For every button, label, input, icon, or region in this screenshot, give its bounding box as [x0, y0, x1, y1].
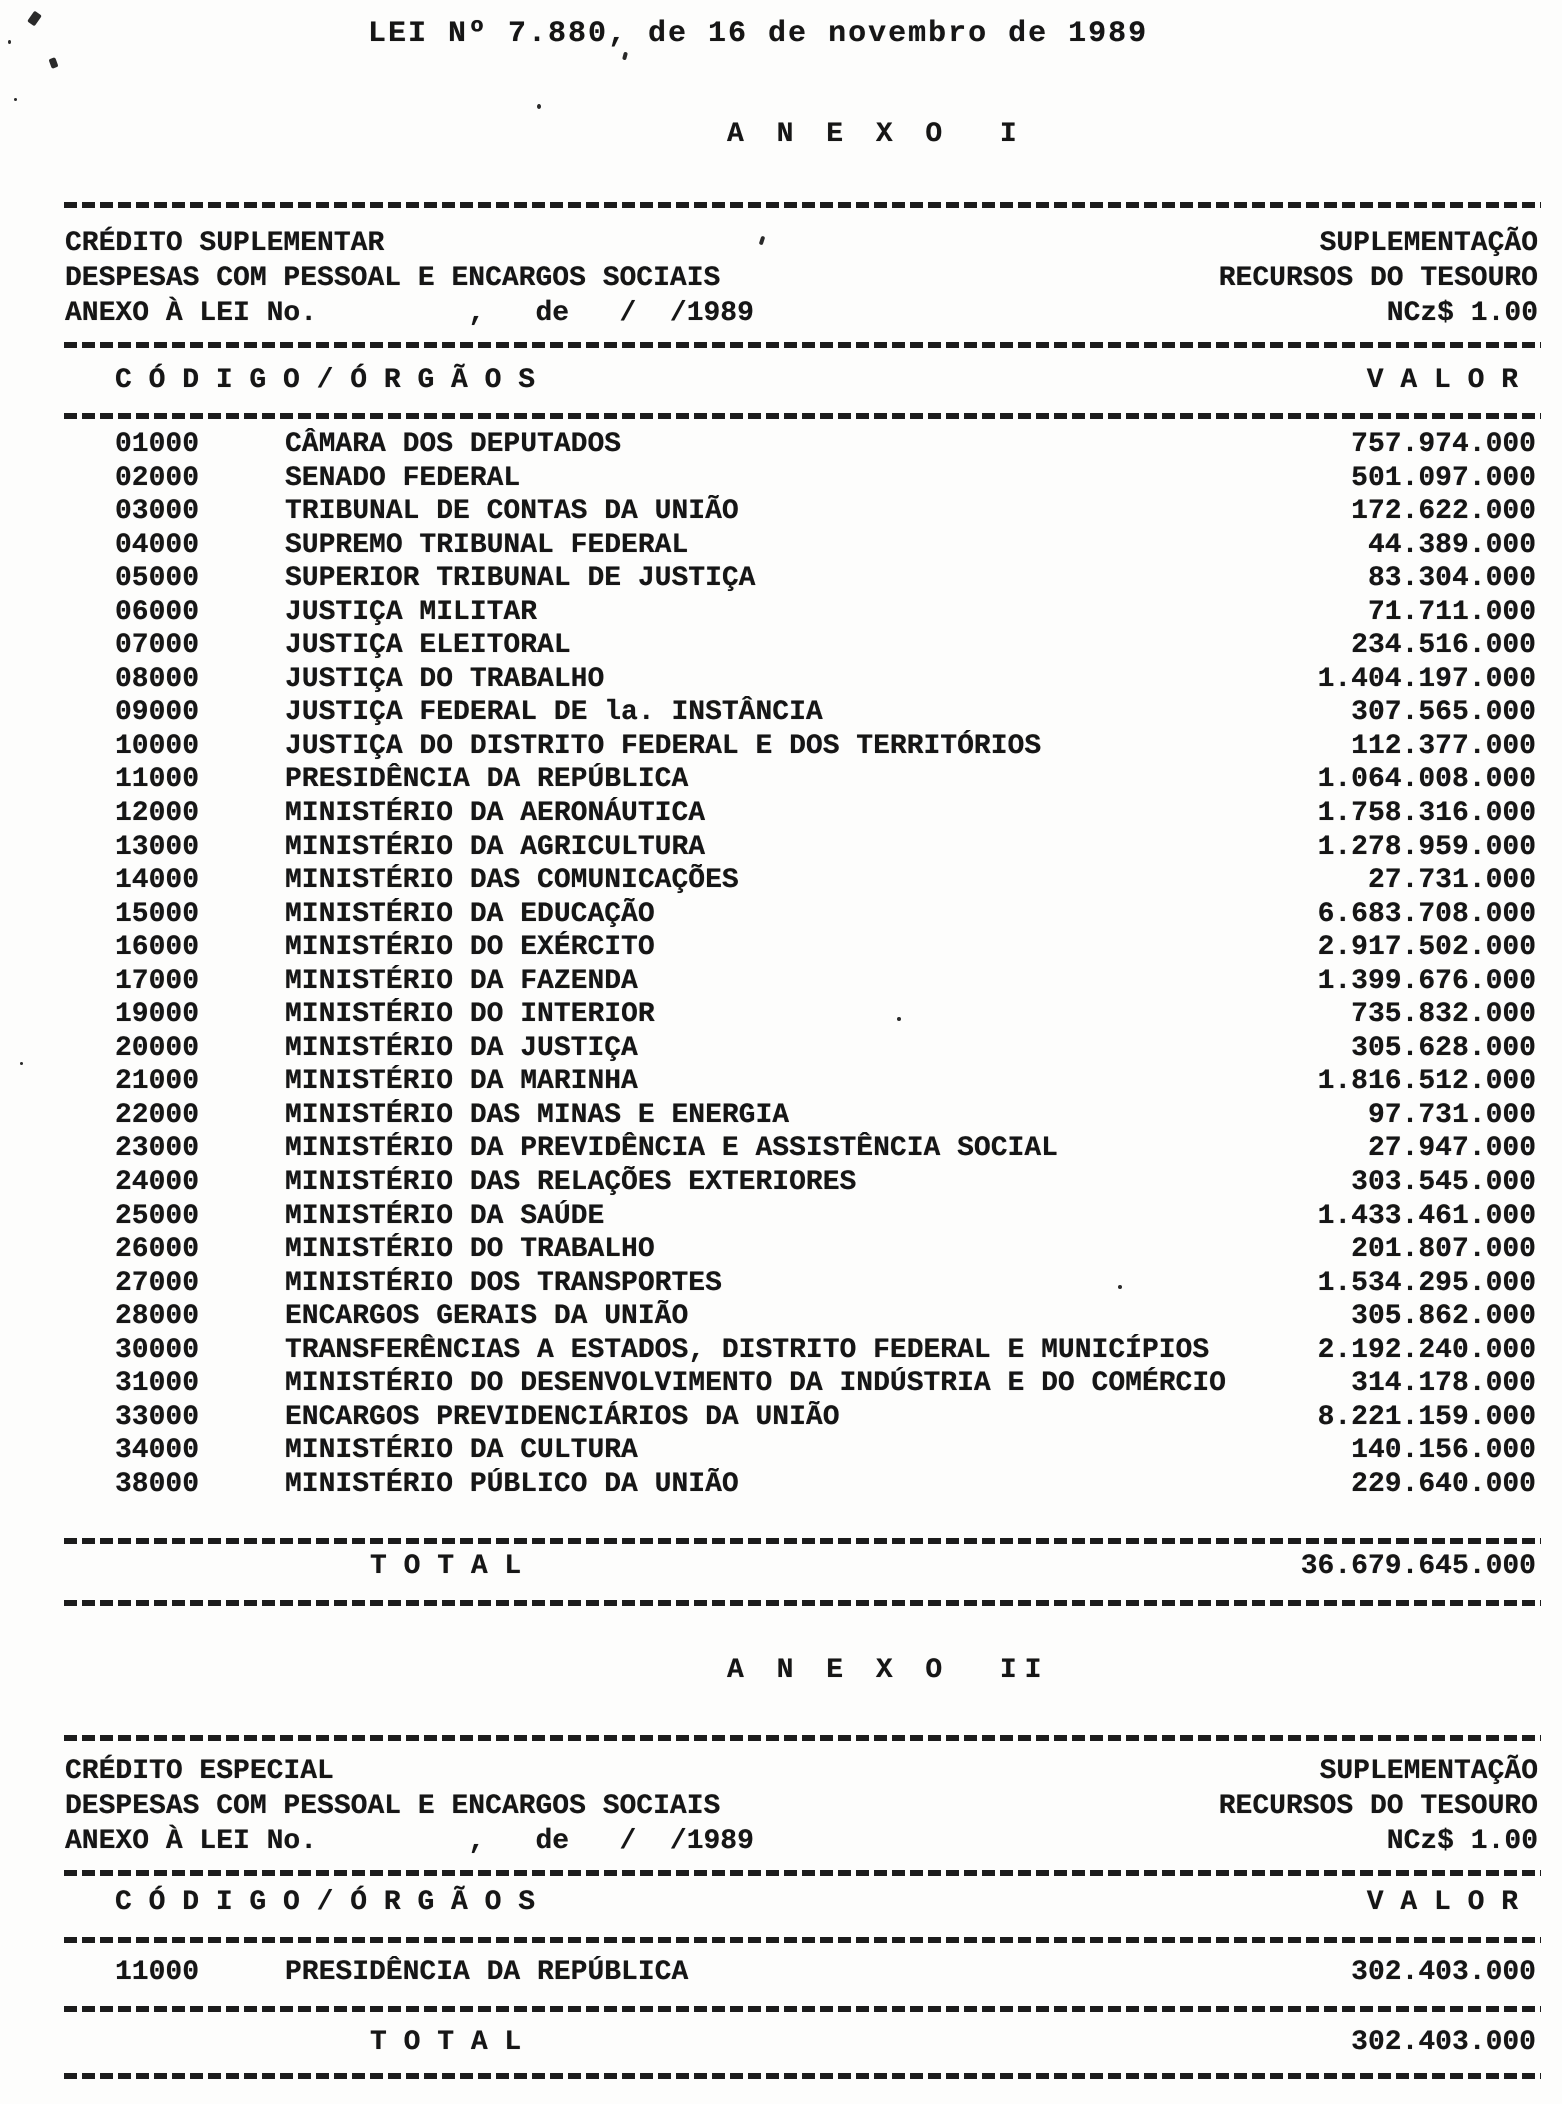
expense-category-label: DESPESAS COM PESSOAL E ENCARGOS SOCIAIS: [65, 263, 721, 294]
orgao-name: MINISTÉRIO DA EDUCAÇÃO: [285, 898, 655, 930]
orgao-name: PRESIDÊNCIA DA REPÚBLICA: [285, 764, 689, 796]
anexo1-header-left: [65, 226, 754, 331]
dashed-rule: [64, 2006, 1541, 2012]
orgao-value: 234.516.000: [1351, 630, 1536, 662]
orgao-name: MINISTÉRIO PÚBLICO DA UNIÃO: [285, 1468, 739, 1500]
orgao-name: PRESIDÊNCIA DA REPÚBLICA: [285, 1957, 689, 1988]
table-row: [65, 965, 1540, 999]
table-row: [65, 730, 1540, 764]
table-row: [65, 1166, 1540, 1200]
anexo2-column-headers: [65, 1886, 1540, 1920]
table-row: [65, 428, 1540, 462]
orgao-value: 140.156.000: [1351, 1435, 1536, 1467]
orgao-name: JUSTIÇA DO DISTRITO FEDERAL E DOS TERRITÓRIOS: [285, 730, 1042, 762]
table-row: [65, 797, 1540, 831]
orgao-name: SUPERIOR TRIBUNAL DE JUSTIÇA: [285, 563, 756, 595]
orgao-code: 33000: [115, 1401, 200, 1433]
orgao-name: MINISTÉRIO DA FAZENDA: [285, 965, 638, 997]
table-row: [65, 562, 1540, 596]
scan-artifact: [27, 11, 42, 27]
orgao-value: 1.404.197.000: [1317, 663, 1536, 695]
orgao-name: MINISTÉRIO DA JUSTIÇA: [285, 1032, 638, 1064]
orgao-code: 03000: [115, 496, 200, 528]
orgao-value: 112.377.000: [1351, 730, 1536, 762]
orgao-code: 11000: [115, 764, 200, 796]
orgao-code: 04000: [115, 529, 200, 561]
table-row: [65, 663, 1540, 697]
orgao-value: 302.403.000: [1351, 1957, 1536, 1988]
orgao-value: 1.278.959.000: [1317, 831, 1536, 863]
currency-unit-label: NCz$ 1.00: [1386, 1826, 1538, 1857]
orgao-name: MINISTÉRIO DA AERONÁUTICA: [285, 798, 706, 830]
anexo2-heading: A N E X O II: [727, 1655, 1050, 1686]
orgao-code: 19000: [115, 999, 200, 1031]
resource-source-label: RECURSOS DO TESOURO: [1218, 1791, 1538, 1822]
orgao-name: MINISTÉRIO DAS MINAS E ENERGIA: [285, 1099, 790, 1131]
resource-source-label: RECURSOS DO TESOURO: [1218, 263, 1538, 294]
scan-artifact: [14, 98, 17, 101]
anexo2-header-right: [1219, 1754, 1538, 1859]
dashed-rule: [64, 1870, 1541, 1876]
anexo1-heading: A N E X O I: [727, 119, 1025, 150]
orgao-value: 303.545.000: [1351, 1167, 1536, 1199]
orgao-name: MINISTÉRIO DAS COMUNICAÇÕES: [285, 865, 739, 897]
orgao-value: 172.622.000: [1351, 496, 1536, 528]
orgao-code: 09000: [115, 697, 200, 729]
orgao-code: 15000: [115, 898, 200, 930]
anexo2-header-left: [65, 1754, 754, 1859]
table-row: [65, 1065, 1540, 1099]
orgao-value: 1.433.461.000: [1317, 1200, 1536, 1232]
orgao-name: ENCARGOS GERAIS DA UNIÃO: [285, 1301, 689, 1333]
supplement-type-label: SUPLEMENTAÇÃO: [1319, 1756, 1538, 1787]
table-row: [65, 495, 1540, 529]
orgao-code: 11000: [115, 1957, 200, 1988]
scan-artifact: [537, 104, 541, 109]
table-row: [65, 864, 1540, 898]
orgao-code: 25000: [115, 1200, 200, 1232]
table-row: [65, 629, 1540, 663]
dashed-rule: [64, 1937, 1541, 1943]
orgao-code: 26000: [115, 1234, 200, 1266]
orgao-value: 71.711.000: [1367, 596, 1536, 628]
column-header-codigo-orgaos: C Ó D I G O / Ó R G Ã O S: [115, 1887, 536, 1918]
orgao-value: 97.731.000: [1367, 1099, 1536, 1131]
table-row: [65, 763, 1540, 797]
orgao-value: 44.389.000: [1367, 529, 1536, 561]
orgao-code: 34000: [115, 1435, 200, 1467]
table-row: [65, 1468, 1540, 1502]
table-row: [65, 462, 1540, 496]
currency-unit-label: NCz$ 1.00: [1386, 298, 1538, 329]
orgao-code: 05000: [115, 563, 200, 595]
dashed-rule: [64, 342, 1541, 348]
table-row: [65, 1300, 1540, 1334]
total-value: 36.679.645.000: [1300, 1551, 1536, 1582]
orgao-value: 1.758.316.000: [1317, 798, 1536, 830]
credit-type-label: CRÉDITO SUPLEMENTAR: [65, 228, 385, 259]
orgao-value: 2.917.502.000: [1317, 932, 1536, 964]
orgao-name: MINISTÉRIO DA PREVIDÊNCIA E ASSISTÊNCIA SOCIAL: [285, 1133, 1058, 1165]
orgao-name: MINISTÉRIO DOS TRANSPORTES: [285, 1267, 722, 1299]
orgao-name: MINISTÉRIO DO EXÉRCITO: [285, 932, 655, 964]
orgao-name: JUSTIÇA FEDERAL DE la. INSTÂNCIA: [285, 697, 823, 729]
orgao-name: SENADO FEDERAL: [285, 462, 521, 494]
table-row: [65, 696, 1540, 730]
table-row: [65, 1956, 1540, 1990]
table-row: [65, 1132, 1540, 1166]
orgao-name: MINISTÉRIO DO INTERIOR: [285, 999, 655, 1031]
orgao-code: 16000: [115, 932, 200, 964]
table-row: [65, 831, 1540, 865]
orgao-value: 305.862.000: [1351, 1301, 1536, 1333]
orgao-value: 305.628.000: [1351, 1032, 1536, 1064]
orgao-name: JUSTIÇA DO TRABALHO: [285, 663, 605, 695]
orgao-value: 6.683.708.000: [1317, 898, 1536, 930]
orgao-name: TRANSFERÊNCIAS A ESTADOS, DISTRITO FEDERAL E MUNICÍPIOS: [285, 1334, 1210, 1366]
law-title: LEI Nº 7.880, de 16 de novembro de 1989: [368, 17, 1149, 51]
orgao-name: JUSTIÇA ELEITORAL: [285, 630, 571, 662]
orgao-code: 12000: [115, 798, 200, 830]
orgao-value: 1.399.676.000: [1317, 965, 1536, 997]
orgao-code: 38000: [115, 1468, 200, 1500]
orgao-name: TRIBUNAL DE CONTAS DA UNIÃO: [285, 496, 739, 528]
orgao-name: MINISTÉRIO DAS RELAÇÕES EXTERIORES: [285, 1167, 857, 1199]
column-header-codigo-orgaos: C Ó D I G O / Ó R G Ã O S: [115, 365, 536, 396]
orgao-code: 14000: [115, 865, 200, 897]
orgao-value: 27.731.000: [1367, 865, 1536, 897]
table-row: [65, 931, 1540, 965]
orgao-value: 1.816.512.000: [1317, 1066, 1536, 1098]
anexo1-column-headers: [65, 364, 1540, 398]
table-row: [65, 1334, 1540, 1368]
orgao-code: 24000: [115, 1167, 200, 1199]
orgao-code: 20000: [115, 1032, 200, 1064]
orgao-value: 735.832.000: [1351, 999, 1536, 1031]
orgao-code: 06000: [115, 596, 200, 628]
dashed-rule: [64, 1538, 1541, 1544]
orgao-code: 10000: [115, 730, 200, 762]
dashed-rule: [64, 202, 1541, 208]
orgao-code: 07000: [115, 630, 200, 662]
orgao-name: MINISTÉRIO DA SAÚDE: [285, 1200, 605, 1232]
orgao-name: MINISTÉRIO DA CULTURA: [285, 1435, 638, 1467]
credit-type-label: CRÉDITO ESPECIAL: [65, 1756, 334, 1787]
table-row: [65, 1401, 1540, 1435]
scan-artifact: [8, 40, 11, 44]
orgao-code: 13000: [115, 831, 200, 863]
orgao-code: 22000: [115, 1099, 200, 1131]
total-label: T O T A L: [370, 2027, 522, 2058]
orgao-name: MINISTÉRIO DO TRABALHO: [285, 1234, 655, 1266]
orgao-code: 08000: [115, 663, 200, 695]
table-row: [65, 1032, 1540, 1066]
orgao-value: 27.947.000: [1367, 1133, 1536, 1165]
law-reference-line: ANEXO À LEI No. , de / /1989: [65, 1826, 754, 1857]
column-header-valor: V A L O R: [1366, 365, 1518, 396]
orgao-name: MINISTÉRIO DO DESENVOLVIMENTO DA INDÚSTRIA E DO COMÉRCIO: [285, 1368, 1226, 1400]
orgao-name: CÂMARA DOS DEPUTADOS: [285, 429, 622, 460]
dashed-rule: [64, 1735, 1541, 1741]
orgao-code: 02000: [115, 462, 200, 494]
scan-artifact: [49, 57, 59, 69]
expense-category-label: DESPESAS COM PESSOAL E ENCARGOS SOCIAIS: [65, 1791, 721, 1822]
dashed-rule: [64, 2073, 1541, 2079]
orgao-value: 2.192.240.000: [1317, 1334, 1536, 1366]
scan-artifact: [20, 1062, 23, 1065]
table-row: [65, 1434, 1540, 1468]
orgao-name: SUPREMO TRIBUNAL FEDERAL: [285, 529, 689, 561]
orgao-name: MINISTÉRIO DA MARINHA: [285, 1066, 638, 1098]
table-row: [65, 1233, 1540, 1267]
orgao-name: MINISTÉRIO DA AGRICULTURA: [285, 831, 706, 863]
orgao-value: 501.097.000: [1351, 462, 1536, 494]
orgao-code: 30000: [115, 1334, 200, 1366]
dashed-rule: [64, 1600, 1541, 1606]
orgao-code: 31000: [115, 1368, 200, 1400]
orgao-value: 757.974.000: [1351, 429, 1536, 460]
anexo2-table: [65, 1956, 1540, 1990]
orgao-value: 229.640.000: [1351, 1468, 1536, 1500]
table-row: [65, 1367, 1540, 1401]
orgao-value: 8.221.159.000: [1317, 1401, 1536, 1433]
column-header-valor: V A L O R: [1366, 1887, 1518, 1918]
orgao-code: 17000: [115, 965, 200, 997]
table-row: [65, 898, 1540, 932]
orgao-code: 27000: [115, 1267, 200, 1299]
law-reference-line: ANEXO À LEI No. , de / /1989: [65, 298, 754, 329]
anexo1-header-right: [1219, 226, 1538, 331]
orgao-code: 23000: [115, 1133, 200, 1165]
orgao-value: 307.565.000: [1351, 697, 1536, 729]
orgao-value: 1.064.008.000: [1317, 764, 1536, 796]
table-row: [65, 529, 1540, 563]
total-value: 302.403.000: [1351, 2027, 1536, 2058]
table-row: [65, 1267, 1540, 1301]
orgao-name: JUSTIÇA MILITAR: [285, 596, 538, 628]
orgao-value: 314.178.000: [1351, 1368, 1536, 1400]
orgao-code: 01000: [115, 429, 200, 460]
anexo1-table: [65, 428, 1540, 1502]
orgao-value: 201.807.000: [1351, 1234, 1536, 1266]
orgao-code: 21000: [115, 1066, 200, 1098]
supplement-type-label: SUPLEMENTAÇÃO: [1319, 228, 1538, 259]
scan-artifact: [759, 236, 766, 246]
orgao-value: 83.304.000: [1367, 563, 1536, 595]
anexo1-total-row: [65, 1550, 1540, 1584]
table-row: [65, 998, 1540, 1032]
scan-artifact: [622, 52, 628, 61]
total-label: T O T A L: [370, 1551, 522, 1582]
table-row: [65, 1200, 1540, 1234]
dashed-rule: [64, 413, 1541, 419]
anexo2-total-row: [65, 2026, 1540, 2060]
orgao-name: ENCARGOS PREVIDENCIÁRIOS DA UNIÃO: [285, 1401, 840, 1433]
orgao-code: 28000: [115, 1301, 200, 1333]
table-row: [65, 596, 1540, 630]
orgao-value: 1.534.295.000: [1317, 1267, 1536, 1299]
table-row: [65, 1099, 1540, 1133]
